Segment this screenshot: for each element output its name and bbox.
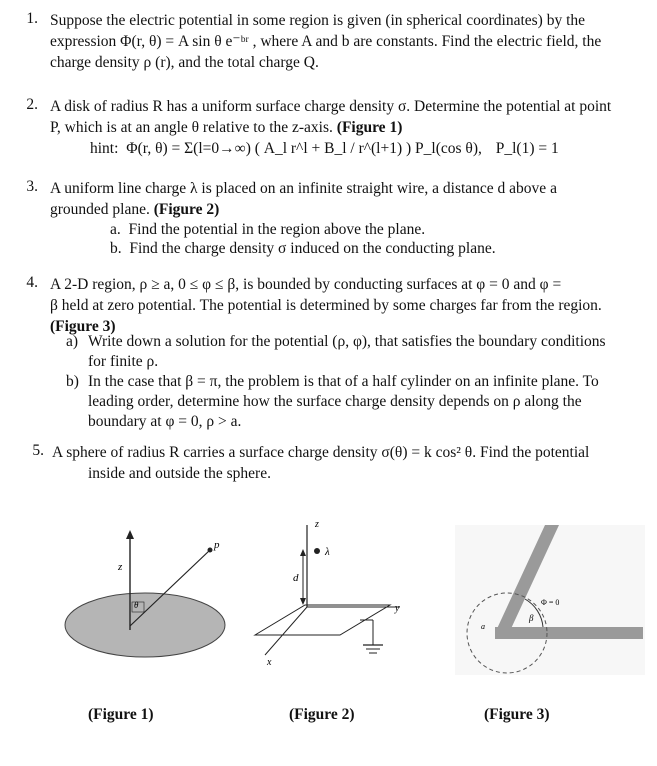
figure-1-caption: (Figure 1) [88,706,154,723]
p-label: p [214,539,220,551]
sub-item-a: a. Find the potential in the region above the plane. [110,221,426,238]
sub-item-b: b. Find the charge density σ induced on the conducting plane. [110,240,496,257]
lambda-label: λ [325,546,330,558]
hint-condition: P_l(1) = 1 [495,140,559,157]
text-line: grounded plane. (Figure 2) [50,201,220,218]
problem-text [50,10,601,73]
text-line: In the case that β = π, the problem is that of a half cylinder on an infinite plane. To [88,373,599,390]
figure-2-caption: (Figure 2) [289,706,355,723]
problem-number: 2. [26,96,38,113]
z-label: z [118,561,123,573]
y-label: y [395,603,400,614]
text-line: leading order, determine how the surface charge density depends on ρ along the [88,393,582,410]
problem-text [52,442,589,484]
line-charge [314,548,320,554]
problem-number: 1. [26,10,38,27]
text-line: Suppose the electric potential in some region is given (in spherical coordinates) by the [50,12,586,29]
bottom-plane [495,627,643,639]
text-line: Write down a solution for the potential (ρ, φ), that satisfies the boundary conditions [88,333,606,350]
figure-3-caption: (Figure 3) [484,706,550,723]
text-line: A 2-D region, ρ ≥ a, 0 ≤ φ ≤ β, is bounded by conducting surfaces at φ = 0 and φ = [50,276,562,293]
hint-formula: Φ(r, θ) = Σ(l=0→∞) ( A_l r^l + B_l / r^(l+1) ) P_l(cos θ), [126,140,482,157]
a-label: a [481,622,485,631]
text-line: expression Φ(r, θ) = A sin θ e⁻ᵇʳ , where A and b are constants. Find the electric field, the [50,33,602,50]
figure-1 [60,530,240,680]
figure-3 [455,525,645,675]
problem-number: 3. [26,178,38,195]
phi0-label: Φ = 0 [541,598,560,607]
text-line: P, which is at an angle θ relative to the z-axis. (Figure 1) [50,119,403,136]
beta-label: β [529,613,534,623]
figure-ref: (Figure 2) [153,201,220,218]
text-line: inside and outside the sphere. [88,465,271,482]
d-label: d [293,572,299,584]
problem-text [50,96,611,138]
figure-ref: (Figure 3) [50,318,116,335]
text-line: for finite ρ. [88,353,159,370]
problem-number: 5. [32,442,44,459]
figure-2 [245,515,415,675]
problem-text [50,178,557,220]
disk [65,593,225,657]
hint-label: hint: [90,140,119,157]
text-line: A uniform line charge λ is placed on an infinite straight wire, a distance d above a [50,180,557,197]
text-line: A disk of radius R has a uniform surface charge density σ. Determine the potential at point [50,98,612,115]
theta-label: θ [134,600,139,610]
text-line: boundary at φ = 0, ρ > a. [88,413,242,430]
text-line: A sphere of radius R carries a surface charge density σ(θ) = k cos² θ. Find the potential [52,444,590,461]
problem-text [50,274,602,337]
x-label: x [267,657,272,668]
figure-ref: (Figure 1) [336,119,403,136]
text-line: β held at zero potential. The potential is determined by some charges far from the region. [50,297,602,314]
hint [90,140,559,158]
text-line: charge density ρ (r), and the total charge Q. [50,54,319,71]
problem-number: 4. [26,274,38,291]
z-label: z [315,519,319,530]
